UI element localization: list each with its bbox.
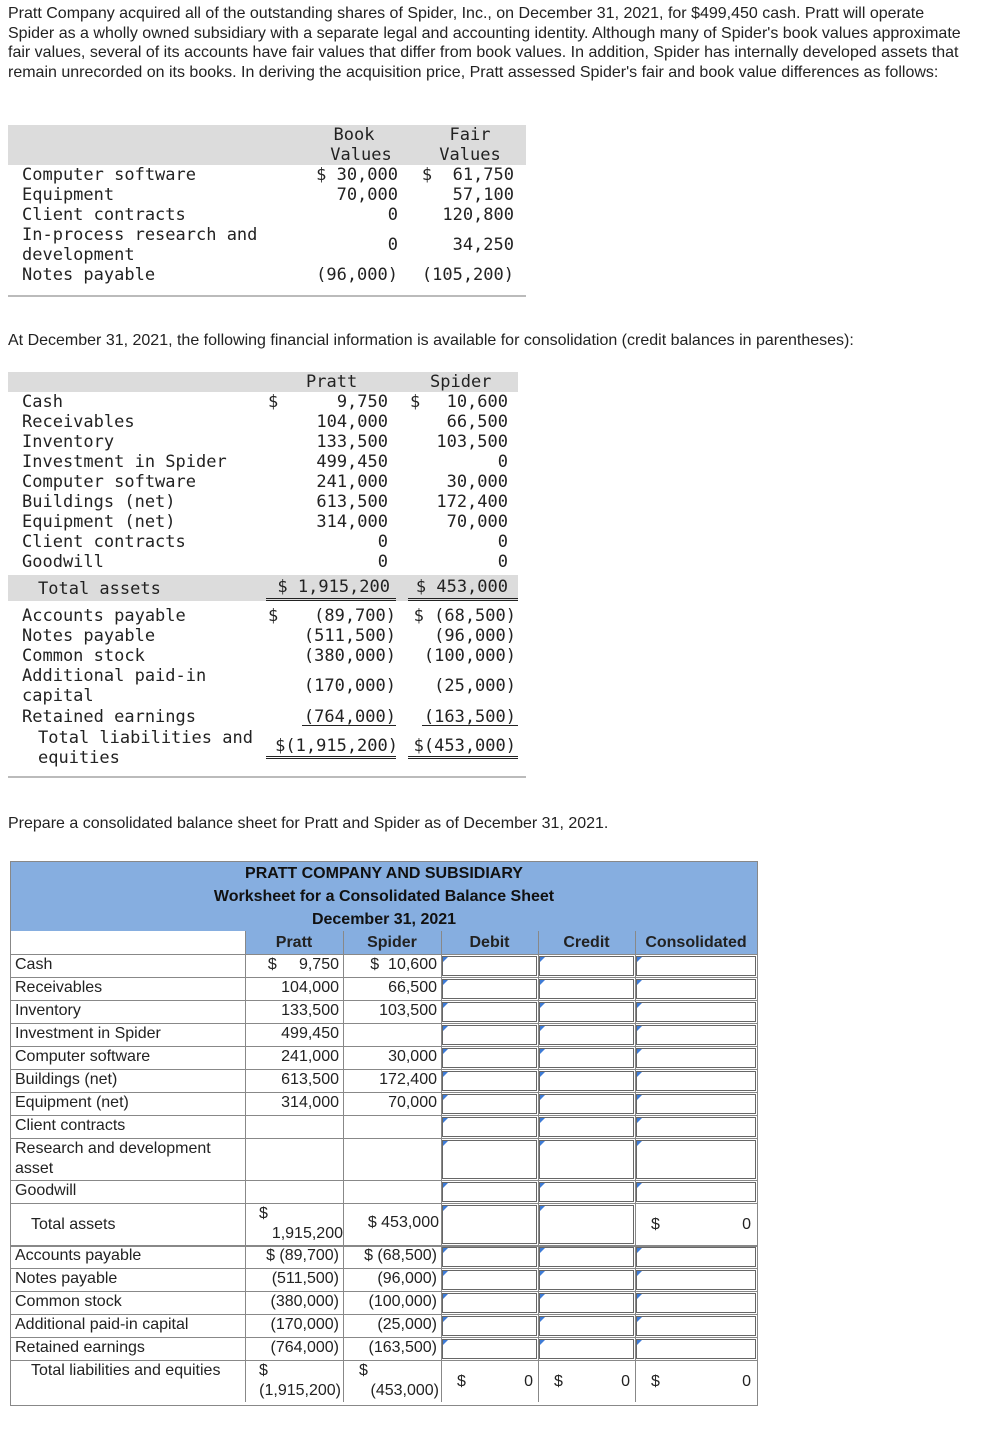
- row-label: Retained earnings: [15, 1339, 145, 1356]
- debit-input[interactable]: [442, 1293, 537, 1313]
- pratt-value: $ 9,750: [267, 956, 339, 973]
- spider-total-assets: $ 453,000: [367, 1214, 439, 1231]
- pratt-value: (380,000): [270, 1293, 339, 1310]
- credit-input[interactable]: [539, 1025, 634, 1045]
- debit-input[interactable]: [442, 1025, 537, 1045]
- spider-value: (163,500): [368, 1339, 437, 1356]
- pratt-value: 499,450: [316, 452, 388, 472]
- row-label: Buildings (net): [15, 1071, 118, 1088]
- book-value: 0: [387, 205, 398, 225]
- fair-value: 34,250: [452, 235, 514, 255]
- credit-input[interactable]: [539, 1339, 634, 1359]
- underline: [302, 725, 396, 726]
- row-label: Receivables: [15, 979, 103, 996]
- pratt-value: 613,500: [316, 492, 388, 512]
- debit-input[interactable]: [442, 1117, 537, 1137]
- total-le-label: Total liabilities and equities: [38, 728, 253, 768]
- spider-value: 70,000: [388, 1094, 437, 1111]
- spider-value: 172,400: [436, 492, 508, 512]
- credit-total: 0: [621, 1373, 630, 1390]
- pratt-value: (764,000): [270, 1339, 339, 1356]
- row-label: Equipment (net): [22, 512, 176, 532]
- row-label: Computer software: [22, 165, 196, 185]
- row-label: Goodwill: [15, 1182, 77, 1199]
- debit-input[interactable]: [442, 1094, 537, 1114]
- spider-value: 30,000: [446, 472, 508, 492]
- spider-total-assets: $ 453,000: [415, 577, 508, 597]
- row-label: Notes payable: [22, 265, 156, 285]
- spider-value: (25,000): [377, 1316, 437, 1333]
- pratt-value: (764,000): [303, 707, 396, 727]
- pratt-total-le: (1,915,200): [259, 1382, 341, 1399]
- consolidated-input[interactable]: [636, 1293, 756, 1313]
- row-label: Client contracts: [22, 205, 186, 225]
- row-label: Notes payable: [15, 1270, 118, 1287]
- row-label: Equipment (net): [15, 1094, 129, 1111]
- credit-input[interactable]: [539, 979, 634, 999]
- credit-input[interactable]: [539, 1316, 634, 1336]
- credit-input[interactable]: [539, 1247, 634, 1267]
- worksheet-date: December 31, 2021: [311, 911, 457, 928]
- consolidated-input[interactable]: [636, 1339, 756, 1359]
- dollar-sign: $: [457, 1373, 466, 1390]
- consolidated-input[interactable]: [636, 1247, 756, 1267]
- spider-value: 0: [497, 452, 508, 472]
- row-label: Notes payable: [22, 626, 156, 646]
- row-label: Cash: [22, 392, 63, 412]
- credit-input[interactable]: [539, 1293, 634, 1313]
- consolidated-input[interactable]: [636, 1182, 756, 1202]
- spider-value: (96,000): [377, 1270, 437, 1287]
- debit-input[interactable]: [442, 1270, 537, 1290]
- pratt-value: 241,000: [281, 1048, 339, 1065]
- fair-value: 57,100: [452, 185, 514, 205]
- credit-input[interactable]: [539, 1117, 634, 1137]
- row-label: Equipment: [22, 185, 115, 205]
- col-credit: Credit: [563, 934, 610, 951]
- divider: [8, 295, 526, 297]
- pratt-total-le: $(1,915,200): [275, 736, 398, 756]
- consolidated-input[interactable]: [636, 956, 756, 976]
- debit-input[interactable]: [442, 979, 537, 999]
- spider-value: 103,500: [379, 1002, 437, 1019]
- row-label: Accounts payable: [22, 606, 186, 626]
- grid-line: [11, 1203, 757, 1204]
- spider-value: (100,000): [368, 1293, 437, 1310]
- debit-input[interactable]: [442, 1002, 537, 1022]
- debit-input[interactable]: [442, 1316, 537, 1336]
- pratt-value: (511,500): [303, 626, 396, 646]
- consolidated-input[interactable]: [636, 1002, 756, 1022]
- dollar-sign: $: [268, 392, 279, 412]
- spider-value: 66,500: [446, 412, 508, 432]
- total-assets-label: Total assets: [31, 1216, 116, 1233]
- spider-value: $ (68,500): [364, 1247, 437, 1264]
- spider-value: (25,000): [434, 676, 516, 696]
- book-value: $ 30,000: [316, 165, 398, 185]
- para-financial-info: At December 31, 2021, the following financial information is available for consolidation (credit balances in parentheses):: [8, 332, 854, 349]
- dollar-sign: $: [554, 1373, 563, 1390]
- debit-input[interactable]: [442, 1140, 537, 1179]
- problem-intro: Pratt Company acquired all of the outstanding shares of Spider, Inc., on December 31, 2021, for $499,450 cash. Pratt will operate Spider as a wholly owned subsidiary with a separate legal and accounting identity. Although many of Spider's book values approximate fair values, several of its accounts have fair values that differ from book values. In addition, Spider has internally developed assets that remain unrecorded on its books. In deriving the acquisition price, Pratt assessed Spider's fair and book value differences as follows:: [8, 5, 961, 81]
- credit-input[interactable]: [539, 956, 634, 976]
- pratt-value: (511,500): [271, 1270, 339, 1287]
- pratt-value: 0: [377, 552, 388, 572]
- underline: [422, 725, 518, 726]
- row-label: Client contracts: [22, 532, 186, 552]
- double-underline: [408, 756, 518, 759]
- debit-input[interactable]: [442, 1247, 537, 1267]
- spider-value: 30,000: [388, 1048, 437, 1065]
- total-assets-label: Total assets: [38, 579, 161, 599]
- dollar-sign: $: [259, 1205, 268, 1222]
- row-label: Common stock: [22, 646, 145, 666]
- spider-value: $ (68,500): [413, 606, 516, 626]
- total-le-label: Total liabilities and equities: [31, 1362, 221, 1379]
- book-value: 70,000: [336, 185, 398, 205]
- credit-input[interactable]: [539, 1270, 634, 1290]
- debit-input[interactable]: [442, 1182, 537, 1202]
- consolidated-input[interactable]: [636, 1094, 756, 1114]
- book-value: (96,000): [316, 265, 398, 285]
- header-fair-1: Fair: [449, 125, 491, 145]
- fair-value: 120,800: [442, 205, 514, 225]
- pratt-value: 499,450: [281, 1025, 339, 1042]
- consolidated-input[interactable]: [636, 1117, 756, 1137]
- spider-value: 172,400: [379, 1071, 437, 1088]
- credit-input[interactable]: [539, 1205, 634, 1244]
- row-label: Common stock: [15, 1293, 122, 1310]
- pratt-value: 613,500: [281, 1071, 339, 1088]
- worksheet-title: PRATT COMPANY AND SUBSIDIARY: [245, 865, 523, 882]
- consolidated-total-assets: 0: [742, 1216, 751, 1233]
- pratt-value: 104,000: [281, 979, 339, 996]
- spider-value: 66,500: [388, 979, 437, 996]
- pratt-value: 9,750: [336, 392, 388, 412]
- dollar-sign: $: [268, 606, 279, 626]
- consolidated-input[interactable]: [636, 1316, 756, 1336]
- row-label: Inventory: [15, 1002, 81, 1019]
- pratt-value: (380,000): [303, 646, 396, 666]
- spider-value: 103,500: [436, 432, 508, 452]
- fair-value: $ 61,750: [421, 165, 514, 185]
- header-book-2: Values: [330, 145, 392, 165]
- spider-value: 70,000: [446, 512, 508, 532]
- header-book-1: Book: [333, 125, 375, 145]
- credit-input[interactable]: [539, 1140, 634, 1179]
- worksheet-subtitle: Worksheet for a Consolidated Balance Sheet: [213, 888, 555, 905]
- dollar-sign: $: [651, 1216, 660, 1233]
- header-spider: Spider: [430, 372, 492, 392]
- double-underline: [266, 756, 396, 759]
- col-spider: Spider: [367, 934, 417, 951]
- row-label: Computer software: [15, 1048, 151, 1065]
- row-label: Computer software: [22, 472, 196, 492]
- consolidated-input[interactable]: [636, 1270, 756, 1290]
- spider-value: (163,500): [423, 707, 516, 727]
- pratt-total-assets: $ 1,915,200: [277, 577, 390, 597]
- row-label: In-process research and development: [22, 225, 258, 265]
- row-label: Client contracts: [15, 1117, 126, 1134]
- spider-total-le: (453,000): [370, 1382, 439, 1399]
- spider-value: 0: [497, 532, 508, 552]
- spider-total-le: $(453,000): [413, 736, 516, 756]
- row-label: Additional paid-in capital: [22, 666, 207, 706]
- row-label: Cash: [15, 956, 53, 973]
- debit-input[interactable]: [442, 1205, 537, 1244]
- pratt-value: $ (89,700): [266, 1247, 339, 1264]
- row-label: Additional paid-in capital: [15, 1316, 189, 1333]
- pratt-value: 241,000: [316, 472, 388, 492]
- col-pratt: Pratt: [275, 934, 313, 951]
- col-consolidated: Consolidated: [645, 934, 747, 951]
- debit-input[interactable]: [442, 1339, 537, 1359]
- pratt-value: 314,000: [281, 1094, 339, 1111]
- consolidated-input[interactable]: [636, 1071, 756, 1091]
- para-instructions: Prepare a consolidated balance sheet for Pratt and Spider as of December 31, 2021.: [8, 815, 609, 832]
- dollar-sign: $: [259, 1362, 268, 1379]
- row-label: Investment in Spider: [15, 1025, 161, 1042]
- spider-value: (100,000): [423, 646, 516, 666]
- row-label: Buildings (net): [22, 492, 176, 512]
- credit-input[interactable]: [539, 1094, 634, 1114]
- pratt-value: 314,000: [316, 512, 388, 532]
- row-label: Goodwill: [22, 552, 104, 572]
- row-label: Inventory: [22, 432, 115, 452]
- row-label: Research and development asset: [15, 1140, 211, 1177]
- debit-input[interactable]: [442, 956, 537, 976]
- spider-value: 0: [497, 552, 508, 572]
- row-label: Receivables: [22, 412, 135, 432]
- debit-input[interactable]: [442, 1071, 537, 1091]
- pratt-value: 133,500: [316, 432, 388, 452]
- consolidated-input[interactable]: [636, 1048, 756, 1068]
- dollar-sign: $: [651, 1373, 660, 1390]
- row-label: Retained earnings: [22, 707, 196, 727]
- pratt-value: (170,000): [270, 1316, 339, 1333]
- consolidated-input[interactable]: [636, 1025, 756, 1045]
- debit-input[interactable]: [442, 1048, 537, 1068]
- spider-value: 10,600: [446, 392, 508, 412]
- credit-input[interactable]: [539, 1002, 634, 1022]
- fair-value: (105,200): [421, 265, 514, 285]
- book-value: 0: [387, 235, 398, 255]
- row-label: Investment in Spider: [22, 452, 227, 472]
- col-debit: Debit: [469, 934, 510, 951]
- credit-input[interactable]: [539, 1048, 634, 1068]
- consolidated-input[interactable]: [636, 979, 756, 999]
- double-underline: [266, 598, 396, 601]
- pratt-total-assets: 1,915,200: [271, 1225, 343, 1242]
- consolidated-total-le: 0: [742, 1373, 751, 1390]
- pratt-value: 0: [377, 532, 388, 552]
- consolidated-input[interactable]: [636, 1140, 756, 1179]
- credit-input[interactable]: [539, 1071, 634, 1091]
- double-underline: [408, 598, 518, 601]
- pratt-value: (170,000): [303, 676, 396, 696]
- pratt-value: (89,700): [314, 606, 396, 626]
- header-pratt: Pratt: [306, 372, 358, 392]
- row-label: Accounts payable: [15, 1247, 142, 1264]
- credit-input[interactable]: [539, 1182, 634, 1202]
- header-fair-2: Values: [439, 145, 501, 165]
- consolidation-worksheet: [10, 861, 758, 1406]
- dollar-sign: $: [410, 392, 421, 412]
- spider-value: (96,000): [434, 626, 516, 646]
- spider-value: $ 10,600: [370, 956, 437, 973]
- divider: [8, 776, 526, 778]
- debit-total: 0: [524, 1373, 533, 1390]
- dollar-sign: $: [359, 1362, 368, 1379]
- pratt-value: 104,000: [316, 412, 388, 432]
- pratt-value: 133,500: [281, 1002, 339, 1019]
